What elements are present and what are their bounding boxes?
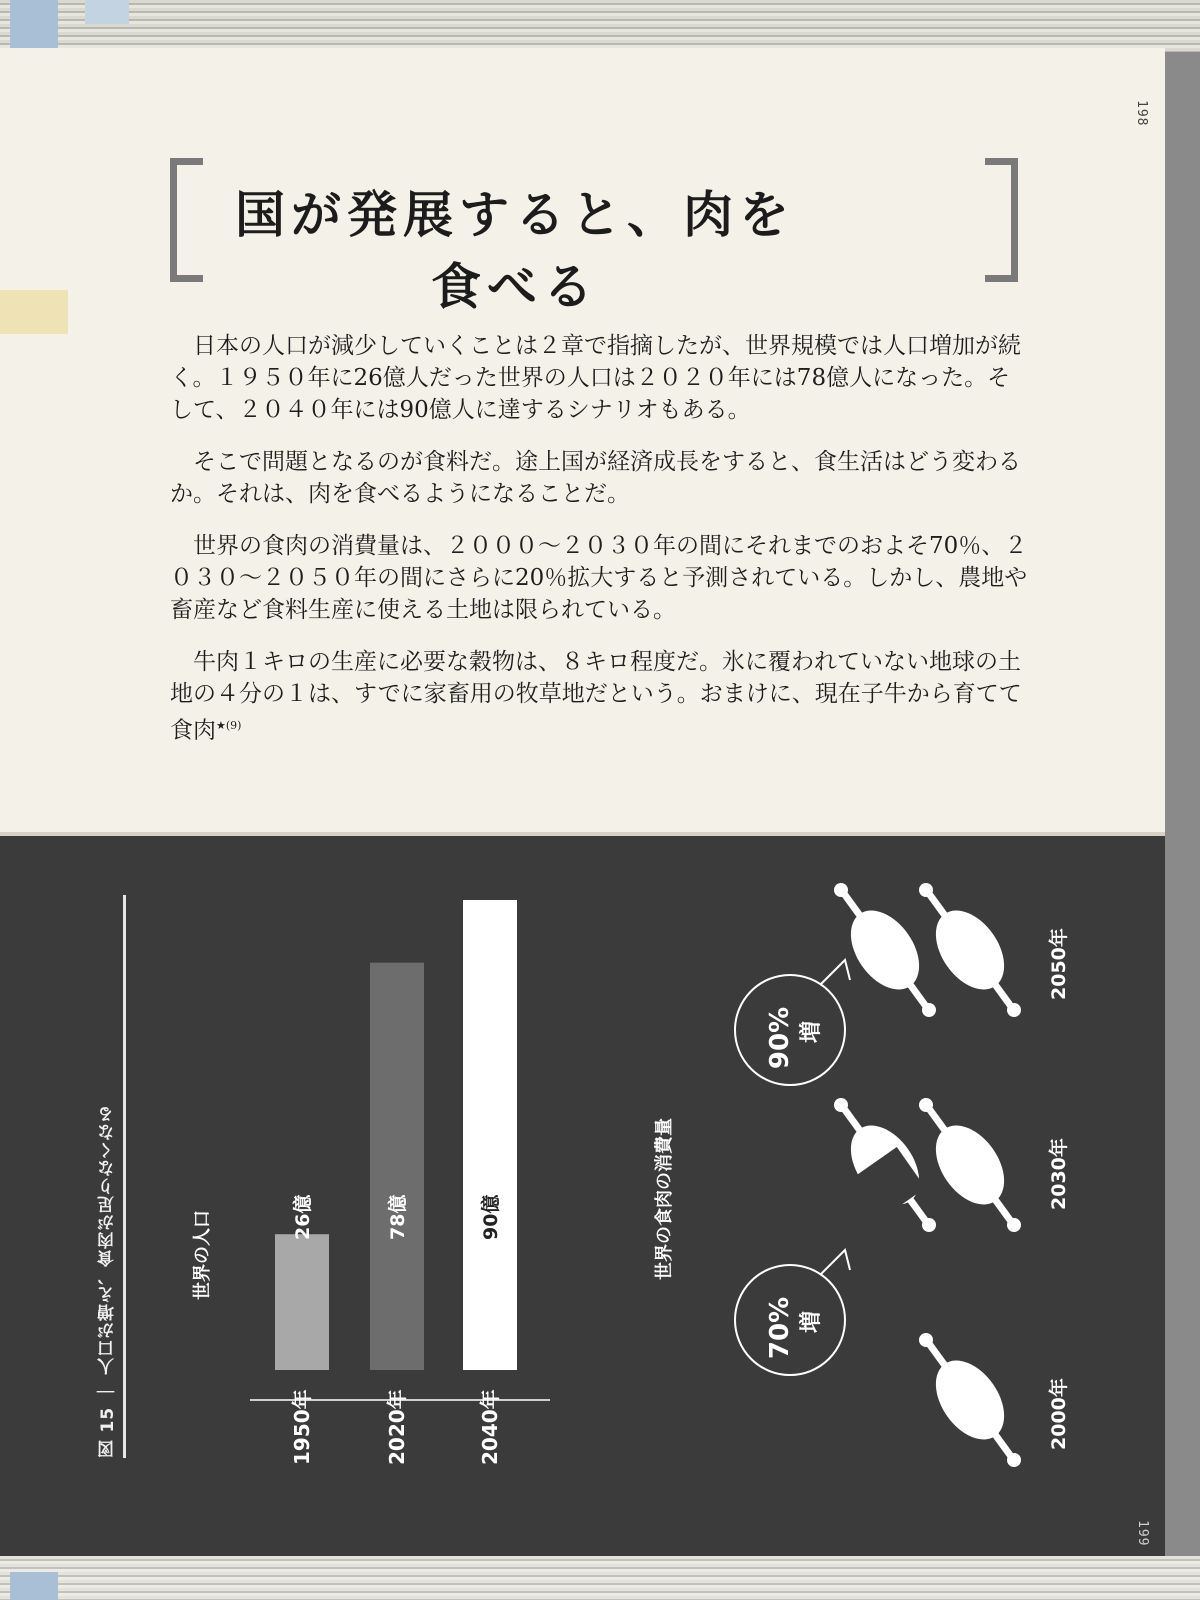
heading-bracket-left (170, 158, 203, 282)
body-text (170, 330, 1030, 744)
paragraph: 世界の食肉の消費量は、２０００〜２０３０年の間にそれまでのおよそ70％、２０３０〜２０５０年の間にさらに20％拡大すると予測されている。しかし、農地や畜産など食料生産に使える土地は限られている。 (170, 533, 1028, 623)
page-edge-bottom (0, 1556, 1200, 1600)
heading-bracket-right (985, 158, 1018, 282)
bar-value-label: 26億 (292, 1194, 314, 1240)
paragraph: 日本の人口が減少していくことは２章で指摘したが、世界規模では人口増加が続く。１９５０年に26億人だった世界の人口は２０２０年には78億人になった。そして、２０４０年には90億人に達するシナリオもある。 (170, 333, 1021, 423)
sticky-note (0, 290, 68, 334)
population-bar (370, 963, 424, 1370)
year-label: 2000年 (1048, 1378, 1070, 1450)
population-chart-title: 世界の人口 (192, 1210, 213, 1300)
growth-suffix: 増 (799, 1020, 824, 1044)
index-tab (85, 0, 129, 24)
meat-icon (834, 883, 936, 1017)
bar-category-label: 2020年 (385, 1389, 409, 1465)
paragraph-text: 牛肉１キロの生産に必要な穀物は、８キロ程度だ。氷に覆われていない地球の土地の４分の１は、すでに家畜用の牧草地だという。おまけに、現在子牛から育てて食肉 (170, 649, 1022, 744)
bar-category-label: 2040年 (478, 1389, 502, 1465)
page-edge-top (0, 0, 1200, 52)
bar-value-label: 78億 (387, 1194, 409, 1240)
meat-icon (919, 883, 1021, 1017)
meat-chart-title: 世界の食肉の消費量 (654, 1118, 675, 1280)
population-bar (463, 900, 517, 1370)
growth-callout (735, 960, 850, 1085)
population-bar (275, 1234, 329, 1370)
caption-rule (123, 895, 126, 1458)
growth-percent: 70% (765, 1296, 795, 1360)
paragraph: そこで問題となるのが食料だ。途上国が経済成長をすると、食生活はどう変わるか。それは、肉を食べるようになることだ。 (170, 449, 1021, 507)
population-chart (191, 900, 550, 1465)
page-number: 199 (1135, 1520, 1150, 1547)
meat-icon (919, 1098, 1021, 1232)
footnote-mark: ★(9) (216, 719, 242, 732)
bar-value-label: 90億 (480, 1194, 502, 1240)
year-label: 2030年 (1048, 1138, 1070, 1210)
year-label: 2050年 (1048, 928, 1070, 1000)
paragraph (170, 646, 1030, 747)
meat-icon (919, 1333, 1021, 1467)
growth-callout (735, 1250, 850, 1375)
chapter-heading: 国が発展すると、肉を食べる (235, 186, 795, 316)
index-tab (10, 1572, 58, 1600)
meat-consumption-chart (653, 883, 1070, 1467)
page-number: 198 (1134, 100, 1149, 127)
figure-chart (130, 880, 1130, 1540)
growth-percent: 90% (765, 1006, 795, 1070)
figure-caption: 図 15 ｜ 人口が増え、食肉が足りなくなる (98, 1105, 118, 1458)
meat-half-icon (834, 1098, 936, 1232)
bar-category-label: 1950年 (290, 1389, 314, 1465)
growth-suffix: 増 (799, 1310, 824, 1334)
